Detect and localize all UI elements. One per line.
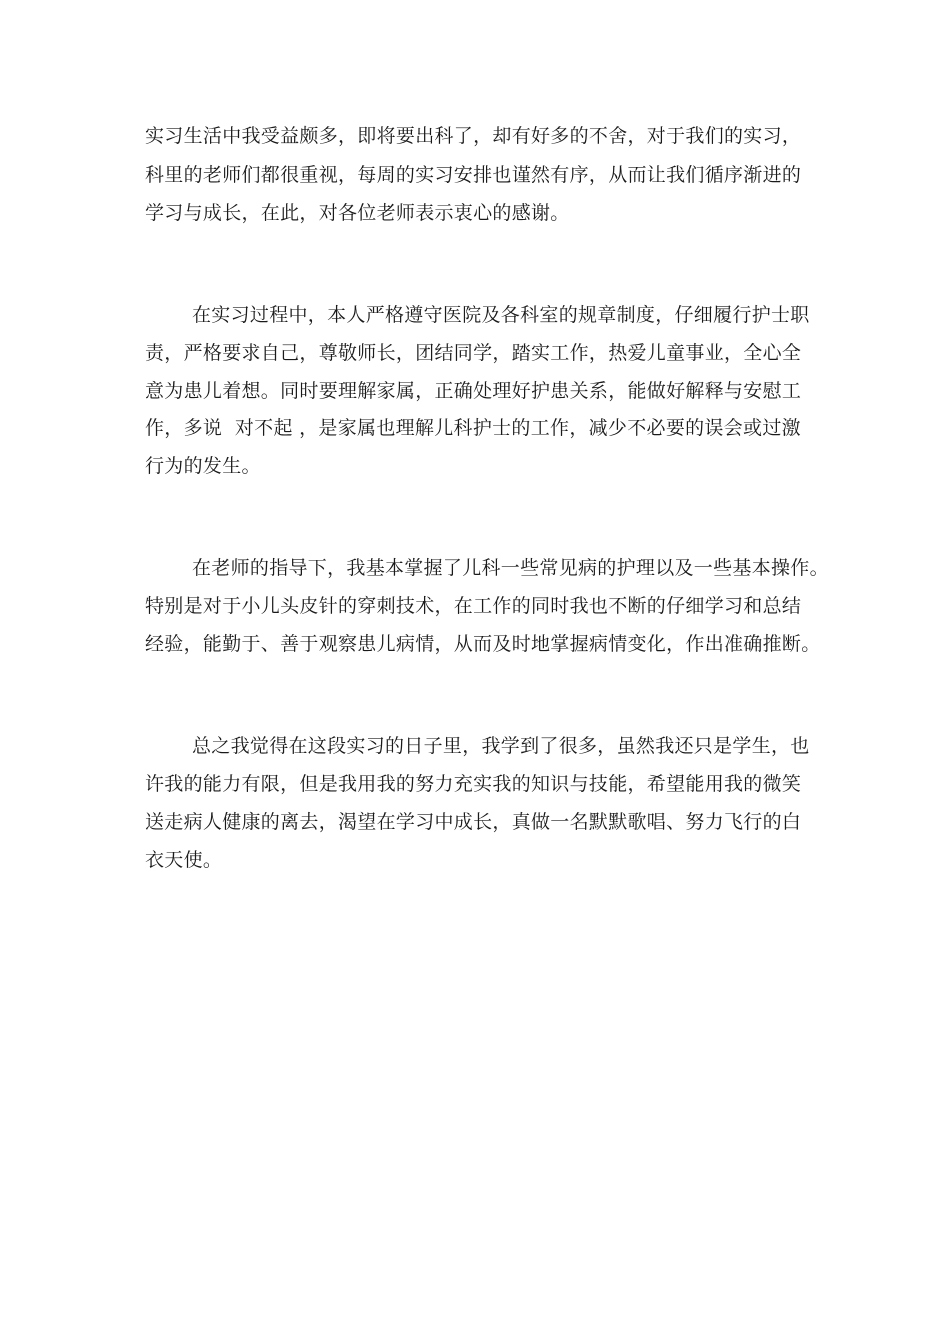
paragraph-line: 作，多说 对不起 ，是家属也理解儿科护士的工作，减少不必要的误会或过激	[145, 417, 801, 439]
paragraph-line: 许我的能力有限，但是我用我的努力充实我的知识与技能，希望能用我的微笑	[145, 773, 802, 795]
paragraph-line: 在老师的指导下，我基本掌握了儿科一些常见病的护理以及一些基本操作。	[192, 557, 829, 579]
paragraph-line: 经验，能勤于、善于观察患儿病情，从而及时地掌握病情变化，作出准确推断。	[145, 633, 821, 655]
paragraph-line: 意为患儿着想。同时要理解家属，正确处理好护患关系，能做好解释与安慰工	[145, 380, 802, 402]
paragraph-line: 行为的发生。	[145, 455, 261, 477]
paragraph-line: 学习与成长，在此，对各位老师表示衷心的感谢。	[145, 202, 570, 224]
paragraph-line: 特别是对于小儿头皮针的穿刺技术，在工作的同时我也不断的仔细学习和总结	[145, 595, 802, 617]
paragraph-line: 责，严格要求自己，尊敬师长，团结同学，踏实工作，热爱儿童事业，全心全	[145, 342, 802, 364]
paragraph-line: 送走病人健康的离去，渴望在学习中成长，真做一名默默歌唱、努力飞行的白	[145, 811, 802, 833]
paragraph-line: 实习生活中我受益颇多，即将要出科了，却有好多的不舍，对于我们的实习，	[145, 125, 802, 147]
paragraph-line: 科里的老师们都很重视，每周的实习安排也谨然有序，从而让我们循序渐进的	[145, 164, 802, 186]
paragraph-line: 衣天使。	[145, 849, 223, 871]
paragraph-line: 在实习过程中，本人严格遵守医院及各科室的规章制度，仔细履行护士职	[192, 304, 810, 326]
paragraph-line: 总之我觉得在这段实习的日子里，我学到了很多，虽然我还只是学生，也	[192, 735, 810, 757]
